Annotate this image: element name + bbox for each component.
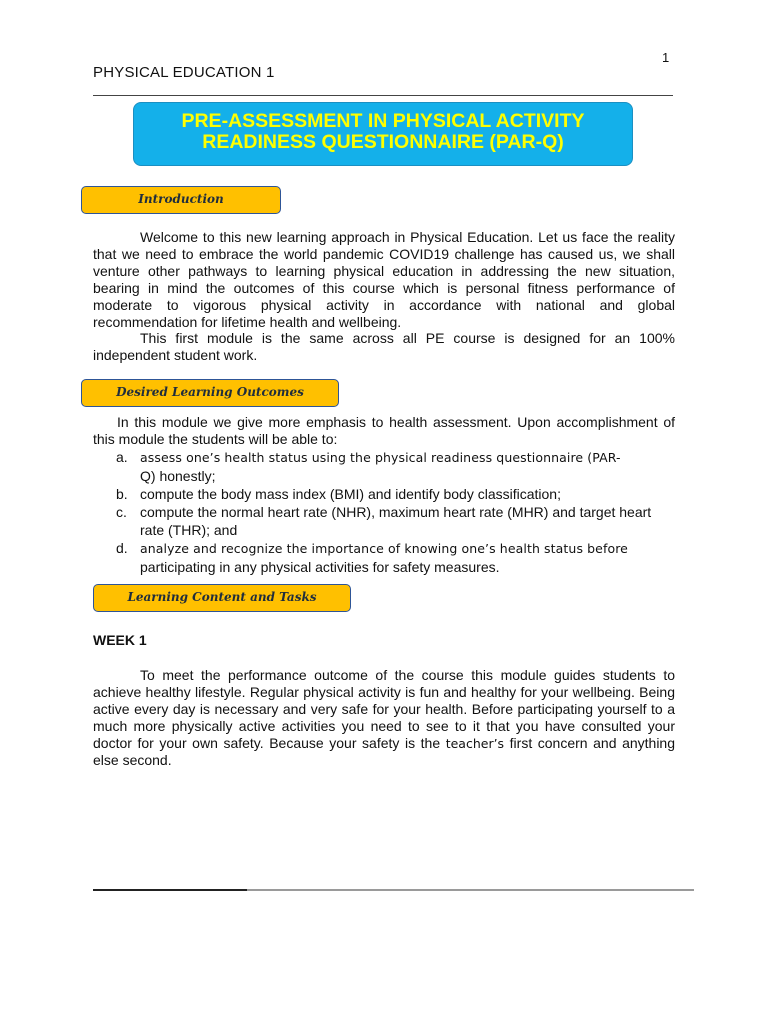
week-paragraph [93,667,675,769]
list-item [93,448,675,485]
list-item-text-continued: participating in any physical activities for safety measures. [140,559,500,575]
section-label-content: Learning Content and Tasks [93,584,351,612]
course-header: PHYSICAL EDUCATION 1 [93,64,275,81]
list-item-text: compute the normal heart rate (NHR), maximum heart rate (MHR) and target heart rate (THR); and [140,504,652,538]
title-line-2: READINESS QUESTIONNAIRE (PAR-Q) [202,131,564,153]
list-item-text: analyze and recognize the importance of knowing one’s health status before [140,541,628,556]
section-label-outcomes: Desired Learning Outcomes [81,379,339,407]
week-paragraph-teachers: teacher’s [445,736,505,751]
list-marker: c. [116,504,127,520]
intro-paragraph: Welcome to this new learning approach in Physical Education. Let us face the reality that we need to embrace the world pandemic COVID19 challenge has caused us, we shall venture other pathways to learning physical education in addressing the new situation, bearing in mind the outcomes of this course which is personal fitness performance of moderate to vigorous physical activity in accordance with national and global recommendation for lifetime health and wellbeing. [93,229,675,330]
footer-divider-light [247,889,694,891]
intro-paragraph-2: This first module is the same across all PE course is designed for an 100% independent student work. [93,330,675,363]
outcomes-list [93,448,675,576]
list-item [93,503,675,539]
week-paragraph-text-end: first concern and anything else second. [93,735,676,768]
list-item-text: compute the body mass index (BMI) and identify body classification; [140,486,561,502]
title-line-1: PRE-ASSESSMENT IN PHYSICAL ACTIVITY [181,110,585,132]
list-item-text-continued: Q) honestly; [140,468,216,484]
list-marker: b. [116,486,128,502]
page-number: 1 [662,50,670,65]
week-heading: WEEK 1 [93,632,147,648]
page-title-banner [133,102,633,166]
list-marker: a. [116,449,128,465]
outcomes-lead: In this module we give more emphasis to health assessment. Upon accomplishment of this module the students will be able to: [93,414,675,447]
list-item [93,485,675,503]
week-paragraph-text: To meet the performance outcome of the course this module guides students to achieve healthy lifestyle. Regular physical activity is fun and healthy for your wellbeing. Being active every day is necessary and very safe for your health. Before participating yourself to a much more physically active activities you need to see to it that you have consulted your doctor for your own safety. Because your safety is the [93,667,675,751]
footer-divider [93,889,247,891]
section-label-introduction: Introduction [81,186,281,214]
list-marker: d. [116,540,128,556]
list-item [93,539,675,576]
header-divider [93,95,673,96]
list-item-text: assess one’s health status using the physical readiness questionnaire (PAR- [140,450,621,465]
